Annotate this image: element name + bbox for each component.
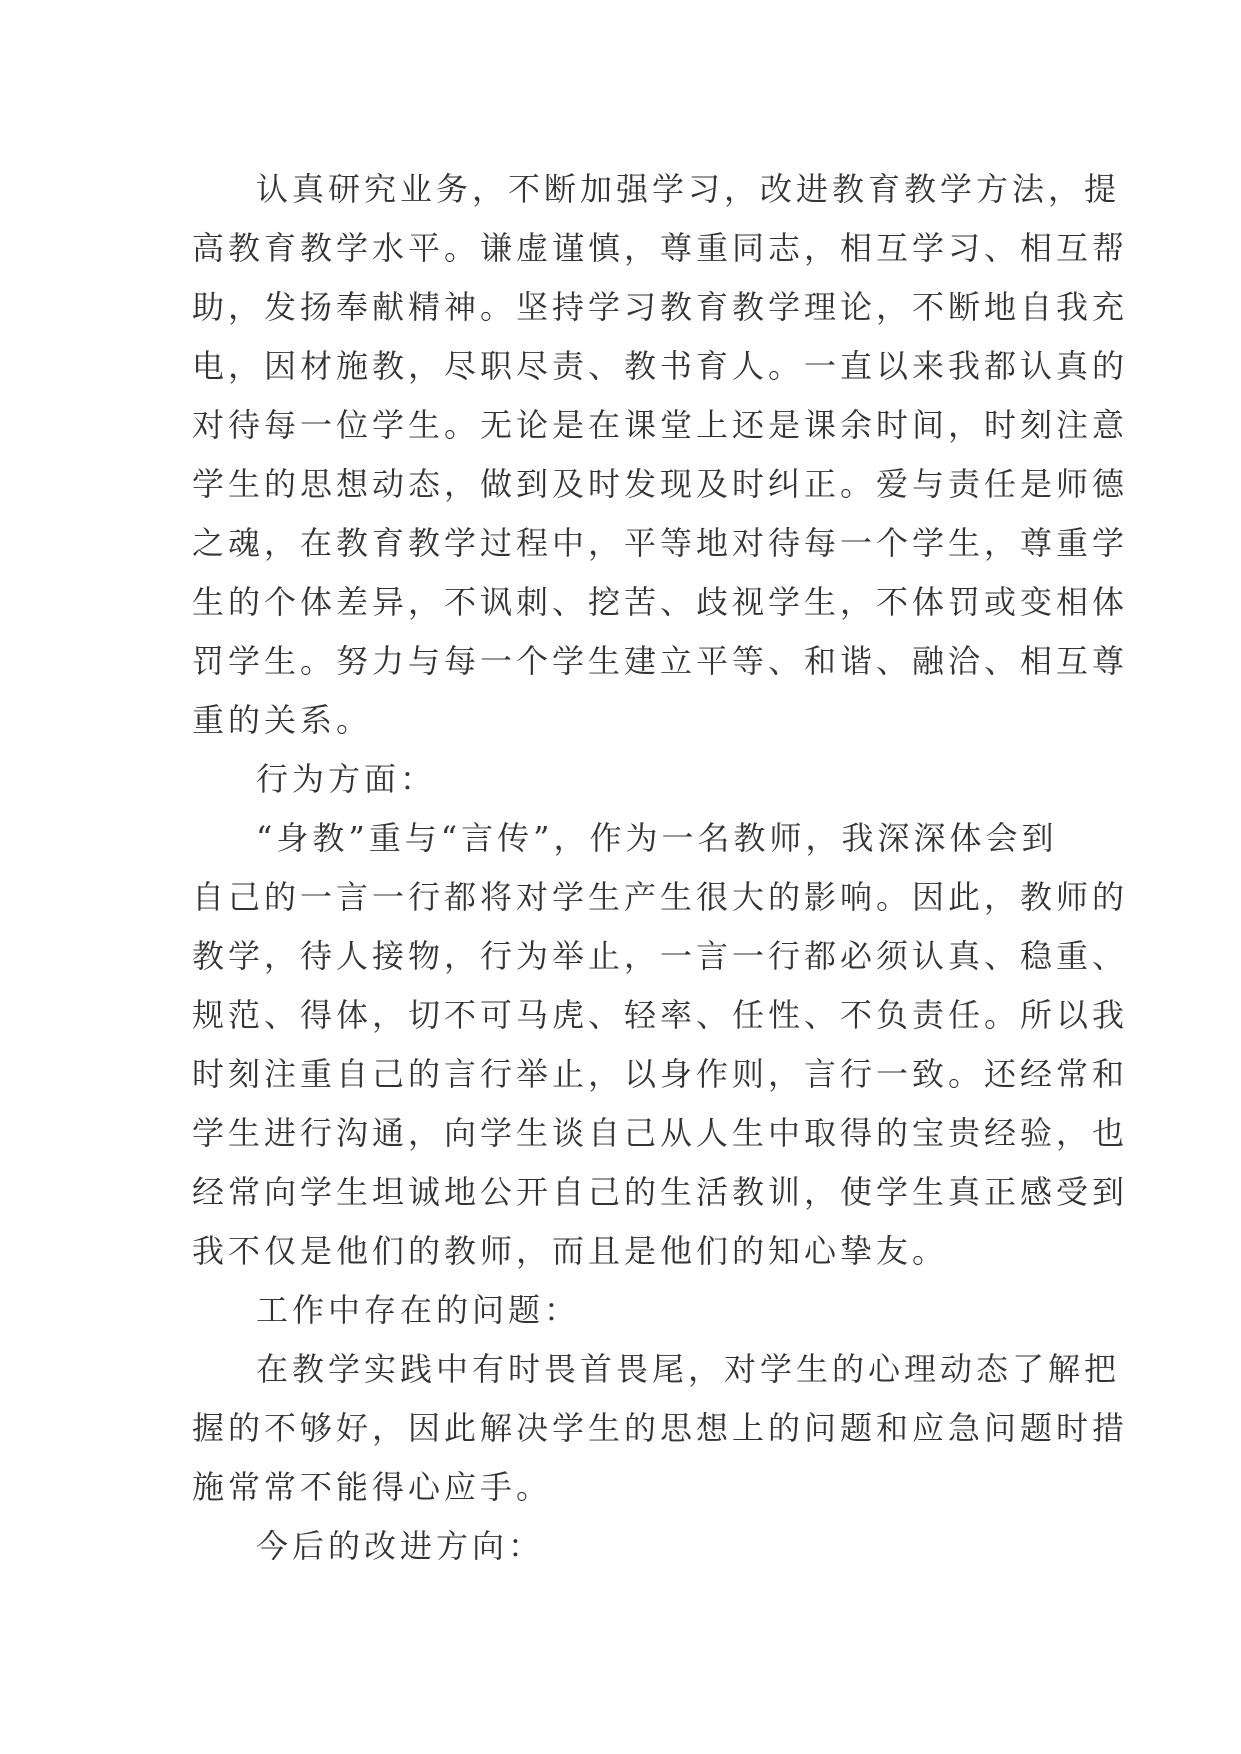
paragraph-line: 我不仅是他们的教师，而且是他们的知心挚友。	[192, 1232, 949, 1270]
paragraph-line: 电，因材施教，尽职尽责、教书育人。一直以来我都认真的	[192, 347, 1129, 385]
section-heading: 行为方面：	[256, 760, 437, 798]
paragraph-line: 施常常不能得心应手。	[192, 1468, 553, 1506]
paragraph-line: “身教”重与“言传”，作为一名教师，我深深体会到	[256, 819, 1058, 857]
paragraph-line: 经常向学生坦诚地公开自己的生活教训，使学生真正感受到	[192, 1173, 1129, 1211]
section-heading: 今后的改进方向：	[256, 1527, 545, 1565]
paragraph-line: 高教育教学水平。谦虚谨慎，尊重同志，相互学习、相互帮	[192, 229, 1129, 267]
document-body	[192, 160, 1129, 1576]
paragraph-line: 之魂，在教育教学过程中，平等地对待每一个学生，尊重学	[192, 524, 1129, 562]
paragraph-line: 对待每一位学生。无论是在课堂上还是课余时间，时刻注意	[192, 406, 1129, 444]
paragraph-line: 教学，待人接物，行为举止，一言一行都必须认真、稳重、	[192, 937, 1129, 975]
paragraph-line: 生的个体差异，不讽刺、挖苦、歧视学生，不体罚或变相体	[192, 583, 1129, 621]
paragraph-line: 学生进行沟通，向学生谈自己从人生中取得的宝贵经验，也	[192, 1114, 1129, 1152]
paragraph-line: 助，发扬奉献精神。坚持学习教育教学理论，不断地自我充	[192, 288, 1129, 326]
section-heading: 工作中存在的问题：	[256, 1291, 581, 1329]
paragraph-line: 重的关系。	[192, 701, 373, 739]
paragraph-line: 在教学实践中有时畏首畏尾，对学生的心理动态了解把	[256, 1350, 1121, 1388]
paragraph-line: 自己的一言一行都将对学生产生很大的影响。因此，教师的	[192, 878, 1129, 916]
paragraph-line: 认真研究业务，不断加强学习，改进教育教学方法，提	[256, 170, 1121, 208]
paragraph-line: 罚学生。努力与每一个学生建立平等、和谐、融洽、相互尊	[192, 642, 1129, 680]
paragraph-line: 学生的思想动态，做到及时发现及时纠正。爱与责任是师德	[192, 465, 1129, 503]
paragraph-line: 握的不够好，因此解决学生的思想上的问题和应急问题时措	[192, 1409, 1129, 1447]
paragraph-line: 规范、得体，切不可马虎、轻率、任性、不负责任。所以我	[192, 996, 1129, 1034]
paragraph-line: 时刻注重自己的言行举止，以身作则，言行一致。还经常和	[192, 1055, 1129, 1093]
